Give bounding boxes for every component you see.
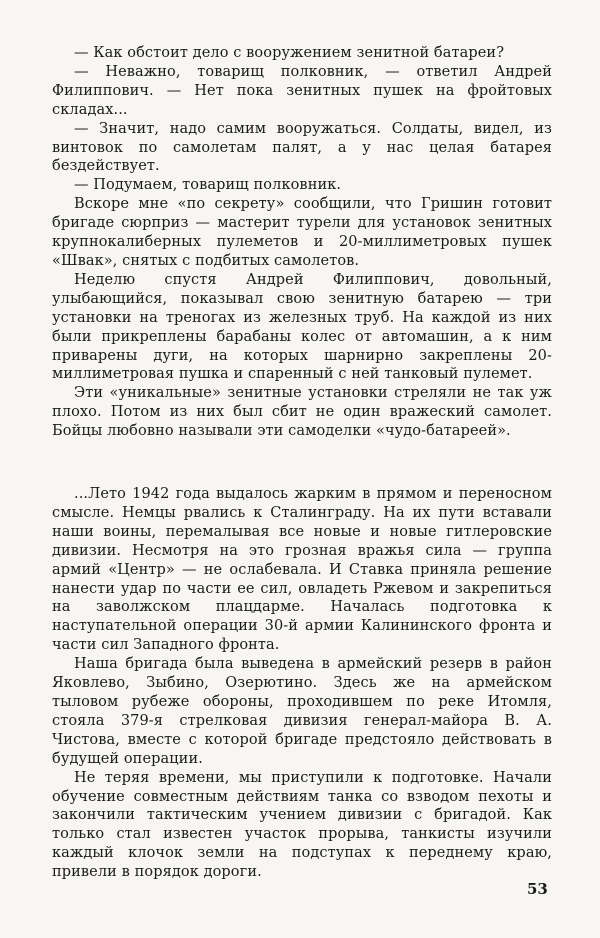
text-section-top bbox=[52, 44, 552, 441]
paragraph: — Подумаем, товарищ полковник. bbox=[74, 177, 342, 194]
paragraph: Наша бригада была выведена в армейский резерв в район Яковлево, Зыбино, Озерютино. Здесь же на армейском тыловом рубеже обороны, проходившем по реке Итомля, стояла 379-я стрелковая дивизия генерал-майора В. А. Чистова, вместе с которой бригаде предстояло действовать в будущей операции. bbox=[52, 656, 552, 767]
paragraph: Эти «уникальные» зенитные установки стреляли не так уж плохо. Потом из них был сбит не один вражеский самолет. Бойцы любовно называли эти самоделки «чудо-батареей». bbox=[52, 385, 552, 440]
paragraph: Не теряя времени, мы приступили к подготовке. Начали обучение совместным действиям танка со взводом пехоты и закончили тактическим учением дивизии с бригадой. Как только стал известен участок прорыва, танкисты изучили каждый клочок земли на подступах к переднему краю, привели в порядок дороги. bbox=[52, 769, 552, 881]
paragraph: — Неважно, товарищ полковник, — ответил Андрей Филиппович. — Нет пока зенитных пушек на фройтовых складах... bbox=[52, 63, 552, 118]
page-number: 53 bbox=[527, 880, 548, 898]
paragraph: ...Лето 1942 года выдалось жарким в прямом и переносном смысле. Немцы рвались к Сталинграду. На их пути вставали наши воины, перемалывая все новые и новые гитлеровские дивизии. Несмотря на это грозная вражья сила — группа армий «Центр» — не ослабевала. И Ставка приняла решение нанести удар по части ее сил, овладеть Ржевом и закрепиться на заволжском плацдарме. Началась подготовка к наступательной операции 30-й армии Калининского фронта и части сил Западного фронта. bbox=[52, 486, 552, 654]
paragraph: Вскоре мне «по секрету» сообщили, что Гришин готовит бригаде сюрприз — мастерит турели для установок зенитных крупнокалиберных пулеметов и 20-миллиметровых пушек «Швак», снятых с подбитых самолетов. bbox=[52, 196, 552, 269]
paragraph: — Как обстоит дело с вооружением зенитной батареи? bbox=[74, 45, 505, 61]
paragraph: Неделю спустя Андрей Филиппович, довольный, улыбающийся, показывал свою зенитную батарею — три установки на треногах из железных труб. На каждой из них были прикреплены барабаны колес от автомашин, а к ним приварены дуги, на которых шарнирно закреплены 20-миллиметровая пушка и спаренный с ней танковый пулемет. bbox=[52, 271, 552, 383]
text-section-bottom bbox=[52, 485, 552, 882]
paragraph: — Значит, надо самим вооружаться. Солдаты, видел, из винтовок по самолетам палят, а у нас целая батарея бездействует. bbox=[52, 120, 552, 175]
